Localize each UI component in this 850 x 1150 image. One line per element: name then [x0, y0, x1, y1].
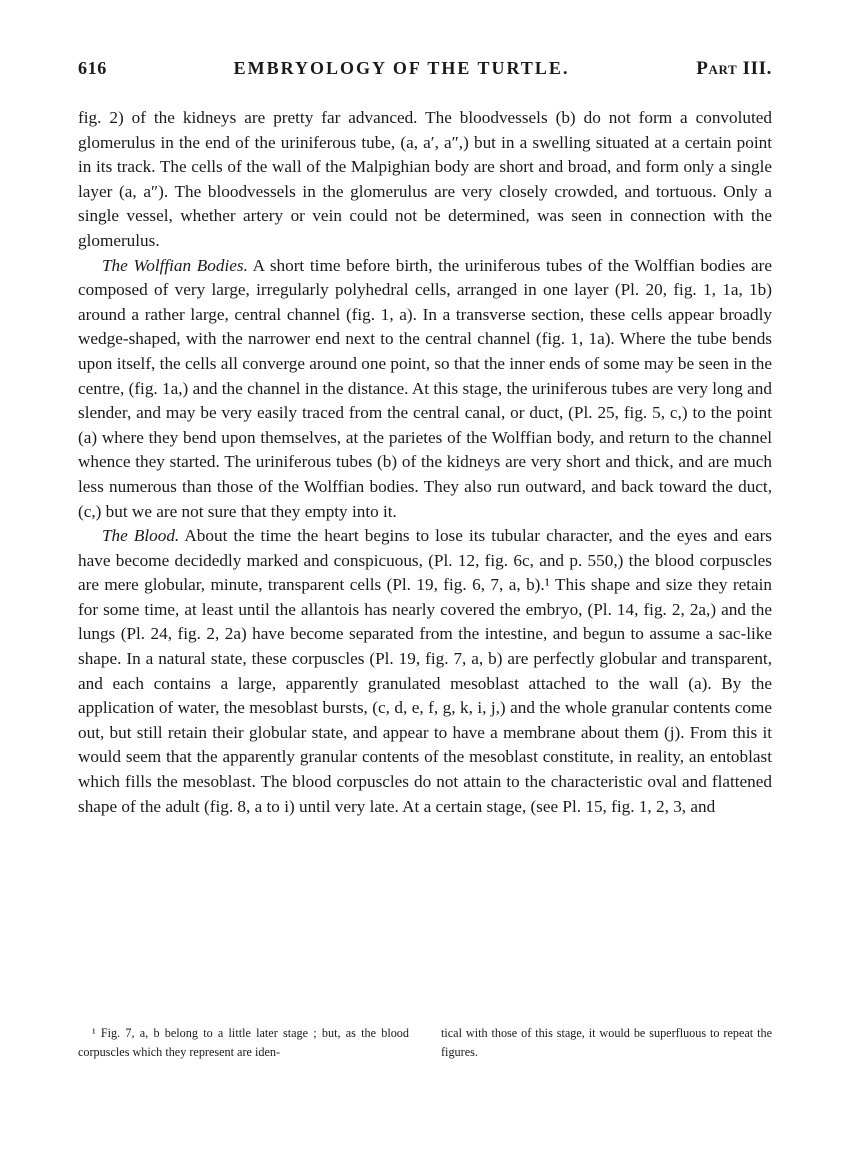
paragraph-text: About the time the heart begins to lose its tubular character, and the eyes and ears have become decidedly marked and conspicuous, (Pl. 12, fig. 6c, and p. 550,) the blood corpuscles are mere globular, minute, transparent cells (Pl. 19, fig. 6, 7, a, b).¹ This shape and size they retain for some time, at least until the allantois has nearly covered the embryo, (Pl. 14, fig. 2, 2a,) and the lungs (Pl. 24, fig. 2, 2a) have become separated from the intestine, and begun to assume a sac-like shape. In a natural state, these corpuscles (Pl. 19, fig. 7, a, b) are perfectly globular and transparent, and each contains a large, apparently granulated mesoblast attached to the wall (a). By the application of water, the mesoblast bursts, (c, d, e, f, g, k, i, j,) and the whole granular contents come out, but still retain their globular state, and appear to have a membrane about them (j). From this it would seem that the apparently granular contents of the mesoblast constitute, in reality, an entoblast which fills the mesoblast. The blood corpuscles do not attain to the characteristic oval and flattened shape of the adult (fig. 8, a to i) until very late. At a certain stage, (see Pl. 15, fig. 1, 2, 3, and [78, 526, 772, 816]
footnote [78, 1024, 772, 1062]
part-label: Part III. [696, 58, 772, 79]
paragraph-text: fig. 2) of the kidneys are pretty far advanced. The bloodvessels (b) do not form a convoluted glomerulus in the end of the uriniferous tube, (a, a′, a″,) but in a swelling situated at a certain point in its track. The cells of the wall of the Malpighian body are short and broad, and form only a single layer (a, a″). The bloodvessels in the glomerulus are very closely crowded, and tortuous. Only a single vessel, whether artery or vein could not be determined, was seen in connection with the glomerulus. [78, 108, 772, 250]
footnote-left-column: ¹ Fig. 7, a, b belong to a little later stage ; but, as the blood corpuscles which they represent are iden- [78, 1026, 409, 1059]
running-title: EMBRYOLOGY OF THE TURTLE. [233, 58, 570, 78]
running-header [78, 58, 772, 80]
paragraph-text: A short time before birth, the uriniferous tubes of the Wolffian bodies are composed of very large, irregularly polyhedral cells, arranged in one layer (Pl. 20, fig. 1, 1a, 1b) around a rather large, central channel (fig. 1, a). In a transverse section, these cells appear broadly wedge-shaped, with the narrower end next to the central channel (fig. 1, 1a). Where the tube bends upon itself, the cells all converge around one point, so that the inner ends of some may be seen in the centre, (fig. 1a,) and the channel in the distance. At this stage, the uriniferous tubes are very long and slender, and may be very easily traced from the central canal, or duct, (Pl. 25, fig. 5, c,) to the point (a) where they bend upon themselves, at the parietes of the Wolffian body, and return to the channel whence they started. The uriniferous tubes (b) of the kidneys are very short and thick, and are much less numerous than those of the Wolffian bodies. They also run outward, and back toward the duct, (c,) but we are not sure that they empty into it. [78, 255, 773, 521]
paragraph-wolffian-bodies [78, 254, 772, 525]
paragraph-blood [78, 524, 772, 819]
footnote-right-column: tical with those of this stage, it would be superfluous to repeat the figures. [441, 1026, 772, 1059]
body-text [78, 106, 772, 819]
paragraph-kidneys [78, 106, 772, 254]
section-heading-wolffian-bodies: The Wolffian Bodies. [102, 255, 248, 275]
page-number: 616 [78, 58, 107, 78]
section-heading-blood: The Blood. [102, 526, 180, 546]
